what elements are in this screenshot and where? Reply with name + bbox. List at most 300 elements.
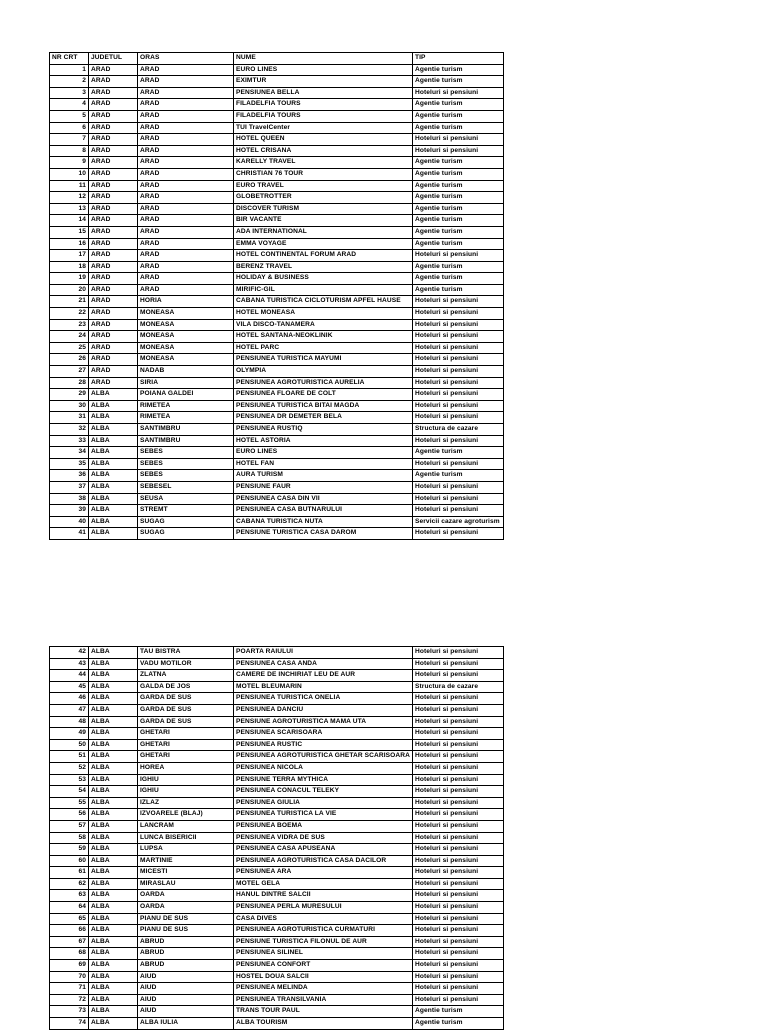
cell-judetul: ALBA	[89, 786, 138, 798]
cell-oras: TAU BISTRA	[138, 647, 234, 659]
cell-oras: POIANA GALDEI	[138, 389, 234, 401]
cell-nr-crt: 28	[50, 377, 89, 389]
cell-tip: Hoteluri si pensiuni	[413, 481, 504, 493]
cell-nume: CABANA TURISTICA CICLOTURISM APFEL HAUSE	[234, 296, 413, 308]
cell-judetul: ALBA	[89, 809, 138, 821]
cell-nume: OLYMPIA	[234, 366, 413, 378]
cell-tip: Hoteluri si pensiuni	[413, 296, 504, 308]
table-row	[50, 983, 504, 995]
cell-judetul: ALBA	[89, 693, 138, 705]
table-row	[50, 145, 504, 157]
cell-nume: PENSIUNE AGROTURISTICA MAMA UTA	[234, 716, 413, 728]
cell-nr-crt: 4	[50, 99, 89, 111]
cell-nume: PENSIUNEA TURISTICA MAYUMI	[234, 354, 413, 366]
cell-tip: Agentie turism	[413, 76, 504, 88]
cell-nr-crt: 15	[50, 226, 89, 238]
cell-oras: AIUD	[138, 1006, 234, 1018]
table-row	[50, 342, 504, 354]
cell-nr-crt: 31	[50, 412, 89, 424]
cell-tip: Hoteluri si pensiuni	[413, 855, 504, 867]
cell-judetul: ALBA	[89, 716, 138, 728]
cell-judetul: ALBA	[89, 902, 138, 914]
cell-judetul: ARAD	[89, 64, 138, 76]
cell-nr-crt: 52	[50, 762, 89, 774]
cell-nume: VILA DISCO-TANAMERA	[234, 319, 413, 331]
cell-judetul: ALBA	[89, 936, 138, 948]
cell-oras: IZLAZ	[138, 797, 234, 809]
table-row	[50, 319, 504, 331]
cell-nr-crt: 47	[50, 704, 89, 716]
table-row	[50, 203, 504, 215]
cell-tip: Hoteluri si pensiuni	[413, 693, 504, 705]
cell-oras: LUNCA BISERICII	[138, 832, 234, 844]
cell-nume: PENSIUNEA CASA BUTNARULUI	[234, 505, 413, 517]
cell-judetul: ARAD	[89, 250, 138, 262]
table-row	[50, 331, 504, 343]
header-nr-crt: NR CRT	[50, 53, 89, 65]
cell-tip: Hoteluri si pensiuni	[413, 774, 504, 786]
table-row	[50, 936, 504, 948]
cell-nr-crt: 72	[50, 994, 89, 1006]
cell-tip: Hoteluri si pensiuni	[413, 250, 504, 262]
table-row	[50, 435, 504, 447]
cell-nume: PENSIUNE TURISTICA FILONUL DE AUR	[234, 936, 413, 948]
cell-oras: OARDA	[138, 890, 234, 902]
cell-nr-crt: 53	[50, 774, 89, 786]
cell-nume: PENSIUNEA GIULIA	[234, 797, 413, 809]
cell-nume: HOTEL CRISANA	[234, 145, 413, 157]
cell-tip: Hoteluri si pensiuni	[413, 528, 504, 540]
cell-nr-crt: 24	[50, 331, 89, 343]
cell-nr-crt: 38	[50, 493, 89, 505]
table-row	[50, 762, 504, 774]
cell-nume: PENSIUNEA TRANSILVANIA	[234, 994, 413, 1006]
cell-nr-crt: 32	[50, 424, 89, 436]
cell-oras: MICESTI	[138, 867, 234, 879]
cell-nr-crt: 50	[50, 739, 89, 751]
cell-judetul: ALBA	[89, 458, 138, 470]
cell-tip: Hoteluri si pensiuni	[413, 890, 504, 902]
cell-tip: Hoteluri si pensiuni	[413, 878, 504, 890]
cell-judetul: ALBA	[89, 878, 138, 890]
table-row	[50, 739, 504, 751]
cell-tip: Hoteluri si pensiuni	[413, 844, 504, 856]
cell-tip: Agentie turism	[413, 273, 504, 285]
cell-nr-crt: 8	[50, 145, 89, 157]
cell-tip: Structura de cazare	[413, 681, 504, 693]
table-row	[50, 273, 504, 285]
cell-nr-crt: 61	[50, 867, 89, 879]
cell-oras: GHETARI	[138, 739, 234, 751]
cell-nume: PENSIUNEA MELINDA	[234, 983, 413, 995]
cell-nume: PENSIUNEA DR DEMETER BELA	[234, 412, 413, 424]
cell-nr-crt: 34	[50, 447, 89, 459]
table-row	[50, 751, 504, 763]
table-row	[50, 296, 504, 308]
cell-oras: GARDA DE SUS	[138, 693, 234, 705]
cell-tip: Hoteluri si pensiuni	[413, 797, 504, 809]
cell-nr-crt: 19	[50, 273, 89, 285]
cell-nr-crt: 51	[50, 751, 89, 763]
cell-tip: Agentie turism	[413, 284, 504, 296]
cell-judetul: ALBA	[89, 751, 138, 763]
cell-judetul: ALBA	[89, 400, 138, 412]
cell-oras: SANTIMBRU	[138, 424, 234, 436]
table-row	[50, 1006, 504, 1018]
table-row	[50, 913, 504, 925]
cell-tip: Agentie turism	[413, 1006, 504, 1018]
cell-tip: Hoteluri si pensiuni	[413, 913, 504, 925]
cell-oras: MARTINIE	[138, 855, 234, 867]
cell-nr-crt: 27	[50, 366, 89, 378]
cell-judetul: ARAD	[89, 331, 138, 343]
cell-tip: Hoteluri si pensiuni	[413, 145, 504, 157]
cell-judetul: ARAD	[89, 145, 138, 157]
cell-nume: PENSIUNEA PERLA MURESULUI	[234, 902, 413, 914]
cell-judetul: ARAD	[89, 180, 138, 192]
cell-tip: Hoteluri si pensiuni	[413, 670, 504, 682]
cell-oras: ARAD	[138, 157, 234, 169]
cell-nume: HANUL DINTRE SALCII	[234, 890, 413, 902]
cell-oras: GARDA DE SUS	[138, 704, 234, 716]
table-row	[50, 180, 504, 192]
cell-nr-crt: 36	[50, 470, 89, 482]
cell-nume: PENSIUNEA RUSTIQ	[234, 424, 413, 436]
header-nume: NUME	[234, 53, 413, 65]
cell-nume: PENSIUNEA TURISTICA LA VIE	[234, 809, 413, 821]
cell-oras: ARAD	[138, 134, 234, 146]
cell-tip: Hoteluri si pensiuni	[413, 948, 504, 960]
cell-tip: Hoteluri si pensiuni	[413, 902, 504, 914]
cell-judetul: ALBA	[89, 658, 138, 670]
cell-nume: PENSIUNEA DANCIU	[234, 704, 413, 716]
cell-nr-crt: 9	[50, 157, 89, 169]
cell-nr-crt: 12	[50, 192, 89, 204]
cell-oras: ARAD	[138, 145, 234, 157]
cell-judetul: ALBA	[89, 412, 138, 424]
cell-nr-crt: 41	[50, 528, 89, 540]
table-row	[50, 855, 504, 867]
cell-nr-crt: 54	[50, 786, 89, 798]
cell-nume: PENSIUNEA ARA	[234, 867, 413, 879]
cell-oras: ARAD	[138, 168, 234, 180]
table-row	[50, 493, 504, 505]
cell-nume: PENSIUNEA AGROTURISTICA CURMATURI	[234, 925, 413, 937]
cell-oras: ARAD	[138, 226, 234, 238]
cell-nr-crt: 55	[50, 797, 89, 809]
cell-judetul: ALBA	[89, 435, 138, 447]
cell-tip: Hoteluri si pensiuni	[413, 832, 504, 844]
cell-tip: Agentie turism	[413, 203, 504, 215]
cell-judetul: ALBA	[89, 762, 138, 774]
cell-nume: POARTA RAIULUI	[234, 647, 413, 659]
cell-nr-crt: 25	[50, 342, 89, 354]
table-row	[50, 994, 504, 1006]
table-row	[50, 516, 504, 528]
table-row	[50, 878, 504, 890]
table-row	[50, 797, 504, 809]
cell-nr-crt: 13	[50, 203, 89, 215]
cell-tip: Agentie turism	[413, 447, 504, 459]
cell-judetul: ALBA	[89, 739, 138, 751]
cell-oras: LUPSA	[138, 844, 234, 856]
cell-nume: PENSIUNEA NICOLA	[234, 762, 413, 774]
cell-oras: GHETARI	[138, 728, 234, 740]
cell-nume: PENSIUNEA AGROTURISTICA AURELIA	[234, 377, 413, 389]
cell-judetul: ALBA	[89, 844, 138, 856]
cell-nume: MOTEL BLEUMARIN	[234, 681, 413, 693]
cell-nume: AURA TURISM	[234, 470, 413, 482]
cell-oras: HOREA	[138, 762, 234, 774]
cell-judetul: ARAD	[89, 226, 138, 238]
cell-nume: HOSTEL DOUA SALCII	[234, 971, 413, 983]
cell-nume: PENSIUNEA AGROTURISTICA GHETAR SCARISOARA	[234, 751, 413, 763]
cell-nume: TRANS TOUR PAUL	[234, 1006, 413, 1018]
cell-oras: LANCRAM	[138, 820, 234, 832]
cell-judetul: ALBA	[89, 647, 138, 659]
cell-tip: Agentie turism	[413, 157, 504, 169]
cell-nr-crt: 21	[50, 296, 89, 308]
cell-tip: Hoteluri si pensiuni	[413, 412, 504, 424]
cell-nr-crt: 6	[50, 122, 89, 134]
cell-nr-crt: 74	[50, 1018, 89, 1030]
cell-tip: Hoteluri si pensiuni	[413, 366, 504, 378]
table-row	[50, 424, 504, 436]
cell-nr-crt: 46	[50, 693, 89, 705]
cell-oras: ABRUD	[138, 960, 234, 972]
cell-oras: ARAD	[138, 76, 234, 88]
cell-tip: Hoteluri si pensiuni	[413, 925, 504, 937]
table-row	[50, 867, 504, 879]
table-row	[50, 844, 504, 856]
cell-judetul: ARAD	[89, 87, 138, 99]
cell-tip: Hoteluri si pensiuni	[413, 704, 504, 716]
cell-judetul: ARAD	[89, 192, 138, 204]
table-row	[50, 481, 504, 493]
cell-nr-crt: 29	[50, 389, 89, 401]
cell-tip: Agentie turism	[413, 99, 504, 111]
cell-nume: CASA DIVES	[234, 913, 413, 925]
cell-tip: Agentie turism	[413, 110, 504, 122]
cell-tip: Hoteluri si pensiuni	[413, 809, 504, 821]
cell-oras: OARDA	[138, 902, 234, 914]
cell-oras: ARAD	[138, 215, 234, 227]
cell-nr-crt: 73	[50, 1006, 89, 1018]
cell-oras: ARAD	[138, 192, 234, 204]
cell-oras: IZVOARELE (BLAJ)	[138, 809, 234, 821]
cell-judetul: ALBA	[89, 774, 138, 786]
cell-nr-crt: 26	[50, 354, 89, 366]
cell-tip: Agentie turism	[413, 261, 504, 273]
cell-nr-crt: 18	[50, 261, 89, 273]
cell-nr-crt: 43	[50, 658, 89, 670]
table-row	[50, 250, 504, 262]
cell-nume: KARELLY TRAVEL	[234, 157, 413, 169]
cell-tip: Hoteluri si pensiuni	[413, 389, 504, 401]
cell-nume: FILADELFIA TOURS	[234, 110, 413, 122]
table-row	[50, 902, 504, 914]
cell-nr-crt: 42	[50, 647, 89, 659]
cell-tip: Hoteluri si pensiuni	[413, 377, 504, 389]
cell-oras: ARAD	[138, 64, 234, 76]
cell-nume: PENSIUNEA FLOARE DE COLT	[234, 389, 413, 401]
table-row	[50, 226, 504, 238]
cell-nume: EURO LINES	[234, 447, 413, 459]
cell-nume: PENSIUNEA TURISTICA BITAI MAGDA	[234, 400, 413, 412]
table-row	[50, 238, 504, 250]
table-row	[50, 447, 504, 459]
cell-nume: PENSIUNE TERRA MYTHICA	[234, 774, 413, 786]
cell-oras: AIUD	[138, 983, 234, 995]
cell-nume: CHRISTIAN 76 TOUR	[234, 168, 413, 180]
cell-tip: Hoteluri si pensiuni	[413, 342, 504, 354]
table-row	[50, 971, 504, 983]
cell-oras: ARAD	[138, 87, 234, 99]
cell-nume: MOTEL GELA	[234, 878, 413, 890]
cell-judetul: ALBA	[89, 681, 138, 693]
cell-oras: GARDA DE SUS	[138, 716, 234, 728]
cell-nr-crt: 70	[50, 971, 89, 983]
cell-oras: SEBES	[138, 447, 234, 459]
cell-nume: CABANA TURISTICA NUTA	[234, 516, 413, 528]
cell-oras: RIMETEA	[138, 400, 234, 412]
cell-judetul: ALBA	[89, 983, 138, 995]
header-row	[50, 53, 504, 65]
cell-nr-crt: 22	[50, 308, 89, 320]
cell-tip: Hoteluri si pensiuni	[413, 728, 504, 740]
cell-oras: ARAD	[138, 122, 234, 134]
header-judetul: JUDETUL	[89, 53, 138, 65]
cell-nume: HOLIDAY & BUSINESS	[234, 273, 413, 285]
cell-judetul: ARAD	[89, 168, 138, 180]
cell-nume: EMMA VOYAGE	[234, 238, 413, 250]
cell-tip: Hoteluri si pensiuni	[413, 400, 504, 412]
table-row	[50, 704, 504, 716]
cell-oras: RIMETEA	[138, 412, 234, 424]
cell-oras: SUGAG	[138, 516, 234, 528]
table-row	[50, 192, 504, 204]
cell-judetul: ALBA	[89, 493, 138, 505]
cell-tip: Hoteluri si pensiuni	[413, 739, 504, 751]
cell-judetul: ALBA	[89, 447, 138, 459]
cell-nr-crt: 44	[50, 670, 89, 682]
cell-oras: SEBES	[138, 458, 234, 470]
cell-judetul: ALBA	[89, 855, 138, 867]
table-row	[50, 412, 504, 424]
cell-judetul: ALBA	[89, 797, 138, 809]
cell-nr-crt: 66	[50, 925, 89, 937]
cell-oras: ABRUD	[138, 936, 234, 948]
cell-nr-crt: 5	[50, 110, 89, 122]
cell-judetul: ALBA	[89, 867, 138, 879]
table-row	[50, 774, 504, 786]
cell-oras: SEUSA	[138, 493, 234, 505]
cell-judetul: ALBA	[89, 913, 138, 925]
cell-nume: HOTEL ASTORIA	[234, 435, 413, 447]
table-row	[50, 786, 504, 798]
table-row	[50, 658, 504, 670]
cell-judetul: ALBA	[89, 820, 138, 832]
cell-oras: NADAB	[138, 366, 234, 378]
cell-tip: Hoteluri si pensiuni	[413, 994, 504, 1006]
cell-nume: PENSIUNEA SCARISOARA	[234, 728, 413, 740]
cell-tip: Hoteluri si pensiuni	[413, 960, 504, 972]
cell-oras: MONEASA	[138, 319, 234, 331]
table-row	[50, 366, 504, 378]
cell-nr-crt: 57	[50, 820, 89, 832]
cell-tip: Hoteluri si pensiuni	[413, 319, 504, 331]
cell-tip: Structura de cazare	[413, 424, 504, 436]
cell-nr-crt: 62	[50, 878, 89, 890]
cell-nume: GLOBETROTTER	[234, 192, 413, 204]
cell-nume: PENSIUNEA BELLA	[234, 87, 413, 99]
cell-nr-crt: 33	[50, 435, 89, 447]
cell-nr-crt: 64	[50, 902, 89, 914]
cell-oras: IGHIU	[138, 786, 234, 798]
cell-nr-crt: 39	[50, 505, 89, 517]
table-row	[50, 261, 504, 273]
cell-judetul: ARAD	[89, 76, 138, 88]
cell-nr-crt: 48	[50, 716, 89, 728]
cell-judetul: ALBA	[89, 971, 138, 983]
table-row	[50, 168, 504, 180]
cell-oras: GHETARI	[138, 751, 234, 763]
cell-nume: PENSIUNEA AGROTURISTICA CASA DACILOR	[234, 855, 413, 867]
cell-judetul: ARAD	[89, 157, 138, 169]
cell-nume: MIRIFIC-GIL	[234, 284, 413, 296]
table-row	[50, 1018, 504, 1030]
cell-oras: ARAD	[138, 180, 234, 192]
table-row	[50, 284, 504, 296]
cell-tip: Hoteluri si pensiuni	[413, 331, 504, 343]
cell-nr-crt: 37	[50, 481, 89, 493]
cell-nr-crt: 45	[50, 681, 89, 693]
cell-oras: ARAD	[138, 284, 234, 296]
table-row	[50, 64, 504, 76]
cell-oras: IGHIU	[138, 774, 234, 786]
cell-nume: ADA INTERNATIONAL	[234, 226, 413, 238]
cell-oras: VADU MOTILOR	[138, 658, 234, 670]
cell-tip: Hoteluri si pensiuni	[413, 493, 504, 505]
table-row	[50, 716, 504, 728]
table-row	[50, 505, 504, 517]
cell-nr-crt: 7	[50, 134, 89, 146]
cell-nr-crt: 58	[50, 832, 89, 844]
cell-judetul: ALBA	[89, 994, 138, 1006]
cell-tip: Hoteluri si pensiuni	[413, 820, 504, 832]
cell-oras: ARAD	[138, 203, 234, 215]
cell-tip: Hoteluri si pensiuni	[413, 751, 504, 763]
cell-nume: PENSIUNEA CASA APUSEANA	[234, 844, 413, 856]
cell-judetul: ARAD	[89, 122, 138, 134]
table-row	[50, 925, 504, 937]
table-row	[50, 728, 504, 740]
cell-judetul: ARAD	[89, 366, 138, 378]
cell-nume: HOTEL SANTANA-NEOKLINIK	[234, 331, 413, 343]
cell-nume: PENSIUNEA BOEMA	[234, 820, 413, 832]
cell-tip: Servicii cazare agroturism	[413, 516, 504, 528]
cell-nume: HOTEL CONTINENTAL FORUM ARAD	[234, 250, 413, 262]
cell-nume: ALBA TOURISM	[234, 1018, 413, 1030]
cell-tip: Hoteluri si pensiuni	[413, 762, 504, 774]
cell-oras: ARAD	[138, 110, 234, 122]
cell-nr-crt: 35	[50, 458, 89, 470]
table-row	[50, 820, 504, 832]
cell-nume: PENSIUNEA CONFORT	[234, 960, 413, 972]
cell-nume: HOTEL MONEASA	[234, 308, 413, 320]
listing-table-1	[49, 52, 504, 540]
cell-nume: PENSIUNE FAUR	[234, 481, 413, 493]
